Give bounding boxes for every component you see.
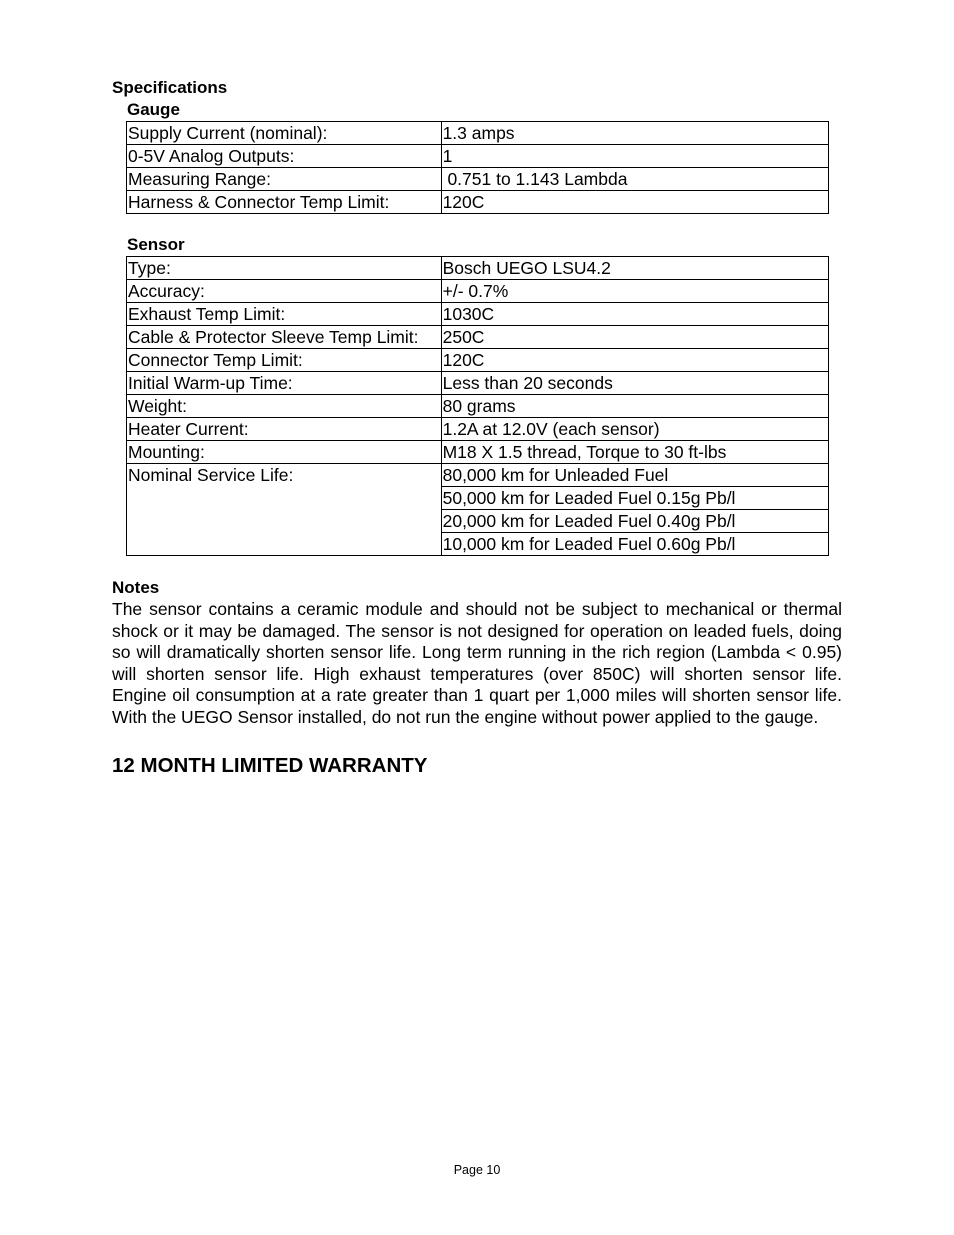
table-row	[127, 303, 829, 326]
table-row	[127, 464, 829, 487]
spec-value: Bosch UEGO LSU4.2	[441, 257, 828, 280]
spec-value: 10,000 km for Leaded Fuel 0.60g Pb/l	[441, 533, 828, 556]
spec-label: Mounting:	[127, 441, 442, 464]
spec-label: Cable & Protector Sleeve Temp Limit:	[127, 326, 442, 349]
spec-label: Supply Current (nominal):	[127, 122, 442, 145]
sensor-spec-table	[126, 256, 829, 556]
spec-value: M18 X 1.5 thread, Torque to 30 ft-lbs	[441, 441, 828, 464]
table-row	[127, 280, 829, 303]
document-page	[112, 77, 842, 779]
warranty-heading: 12 MONTH LIMITED WARRANTY	[112, 753, 428, 777]
spec-label: Type:	[127, 257, 442, 280]
spec-value: 20,000 km for Leaded Fuel 0.40g Pb/l	[441, 510, 828, 533]
page-number: Page 10	[453, 1163, 501, 1177]
spec-value: 50,000 km for Leaded Fuel 0.15g Pb/l	[441, 487, 828, 510]
spec-label: Exhaust Temp Limit:	[127, 303, 442, 326]
spec-value: 120C	[441, 349, 828, 372]
spec-label: Initial Warm-up Time:	[127, 372, 442, 395]
table-row	[127, 418, 829, 441]
notes-heading: Notes	[112, 578, 160, 597]
table-row	[127, 257, 829, 280]
spec-value: 120C	[441, 191, 828, 214]
table-row	[127, 191, 829, 214]
spec-label: Harness & Connector Temp Limit:	[127, 191, 442, 214]
section-spacer	[112, 214, 842, 234]
spec-value: +/- 0.7%	[441, 280, 828, 303]
table-row	[127, 372, 829, 395]
table-row	[127, 395, 829, 418]
spec-label: Heater Current:	[127, 418, 442, 441]
gauge-spec-table	[126, 121, 829, 214]
spec-value: 250C	[441, 326, 828, 349]
table-row	[127, 349, 829, 372]
table-row	[127, 122, 829, 145]
spec-value: 1.3 amps	[441, 122, 828, 145]
notes-paragraph: The sensor contains a ceramic module and should not be subject to mechanical or thermal shock or it may be damaged. The sensor is not designed for operation on leaded fuels, doing so will dramatically shorten sensor life. Long term running in the rich region (Lambda < 0.95) will shorten sensor life. High exhaust temperatures (over 850C) will shorten sensor life. Engine oil consumption at a rate greater than 1 quart per 1,000 miles will shorten sensor life. With the UEGO Sensor installed, do not run the engine without power applied to the gauge.	[112, 599, 842, 727]
spec-label: 0-5V Analog Outputs:	[127, 145, 442, 168]
spec-value: 1030C	[441, 303, 828, 326]
gauge-heading: Gauge	[127, 100, 180, 119]
specifications-heading: Specifications	[112, 78, 228, 97]
spec-value: 80,000 km for Unleaded Fuel	[441, 464, 828, 487]
spec-value: Less than 20 seconds	[441, 372, 828, 395]
spec-value: 80 grams	[441, 395, 828, 418]
spec-label: Connector Temp Limit:	[127, 349, 442, 372]
sensor-heading: Sensor	[127, 235, 185, 254]
table-row	[127, 441, 829, 464]
table-row	[127, 326, 829, 349]
spec-label: Accuracy:	[127, 280, 442, 303]
spec-value: 1	[441, 145, 828, 168]
spec-label: Measuring Range:	[127, 168, 442, 191]
spec-value: 1.2A at 12.0V (each sensor)	[441, 418, 828, 441]
spec-value: 0.751 to 1.143 Lambda	[441, 168, 828, 191]
spec-label-service-life: Nominal Service Life:	[127, 464, 442, 556]
table-row	[127, 168, 829, 191]
table-row	[127, 145, 829, 168]
spec-label: Weight:	[127, 395, 442, 418]
